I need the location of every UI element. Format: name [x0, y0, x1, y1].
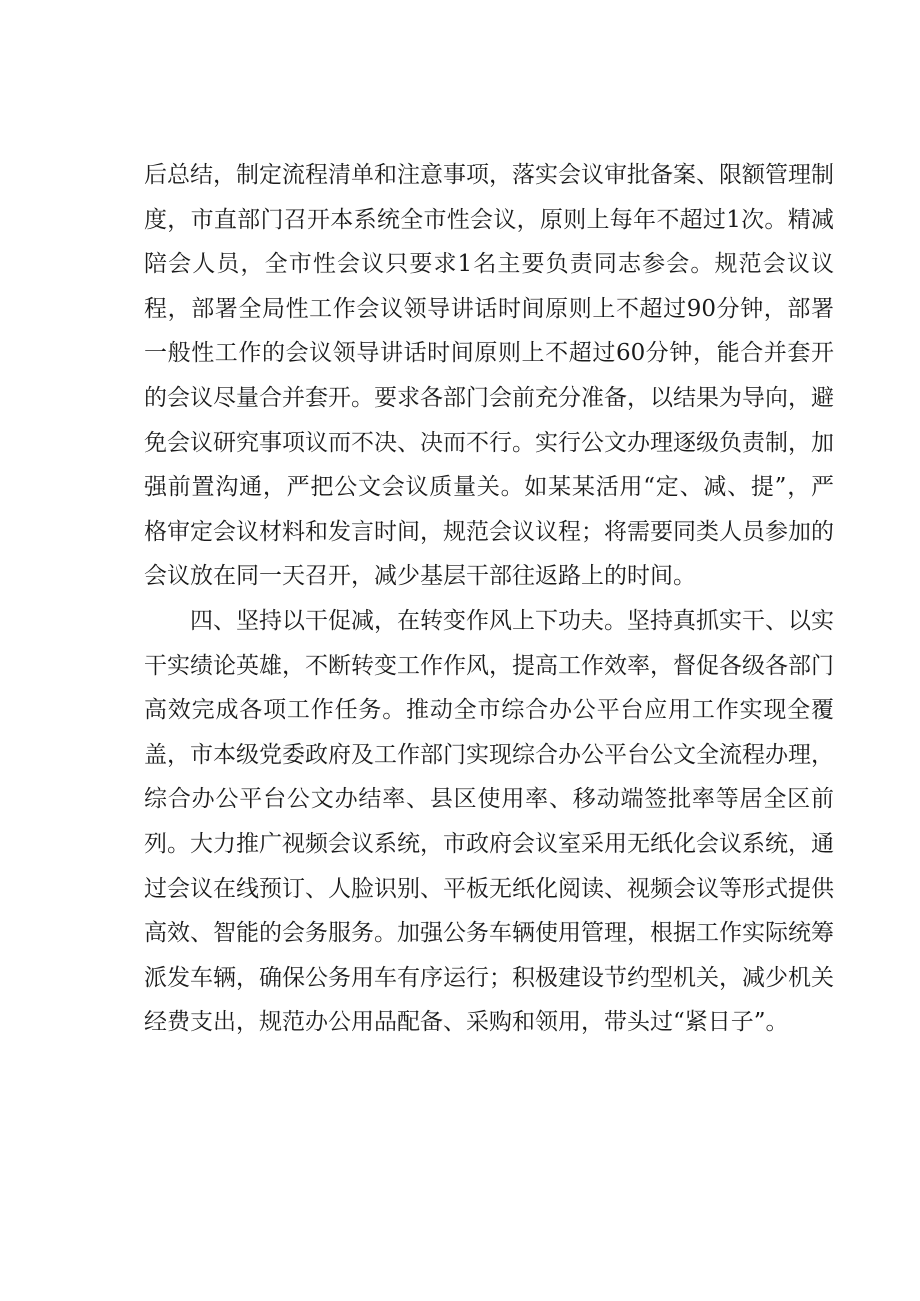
paragraph-meeting-reduction: 后总结，制定流程清单和注意事项，落实会议审批备案、限额管理制度，市直部门召开本系统全市性会议，原则上每年不超过1次。精减陪会人员，全市性会议只要求1名主要负责同志参会。规范会议议程，部署全局性工作会议领导讲话时间原则上不超过90分钟，部署一般性工作的会议领导讲话时间原则上不超过60分钟，能合并套开的会议尽量合并套开。要求各部门会前充分准备，以结果为导向，避免会议研究事项议而不决、决而不行。实行公文办理逐级负责制，加强前置沟通，严把公文会议质量关。如某某活用“定、减、提”，严格审定会议材料和发言时间，规范会议议程；将需要同类人员参加的会议放在同一天召开，减少基层干部往返路上的时间。: [144, 162, 834, 590]
document-body: [144, 153, 834, 1045]
paragraph-work-style: 四、坚持以干促减，在转变作风上下功夫。坚持真抓实干、以实干实绩论英雄，不断转变工作作风，提高工作效率，督促各级各部门高效完成各项工作任务。推动全市综合办公平台应用工作实现全覆盖，市本级党委政府及工作部门实现综合办公平台公文全流程办理，综合办公平台公文办结率、县区使用率、移动端签批率等居全区前列。大力推广视频会议系统，市政府会议室采用无纸化会议系统，通过会议在线预订、人脸识别、平板无纸化阅读、视频会议等形式提供高效、智能的会务服务。加强公务车辆使用管理，根据工作实际统筹派发车辆，确保公务用车有序运行；积极建设节约型机关，减少机关经费支出，规范办公用品配备、采购和领用，带头过“紧日子”。: [144, 607, 834, 1036]
